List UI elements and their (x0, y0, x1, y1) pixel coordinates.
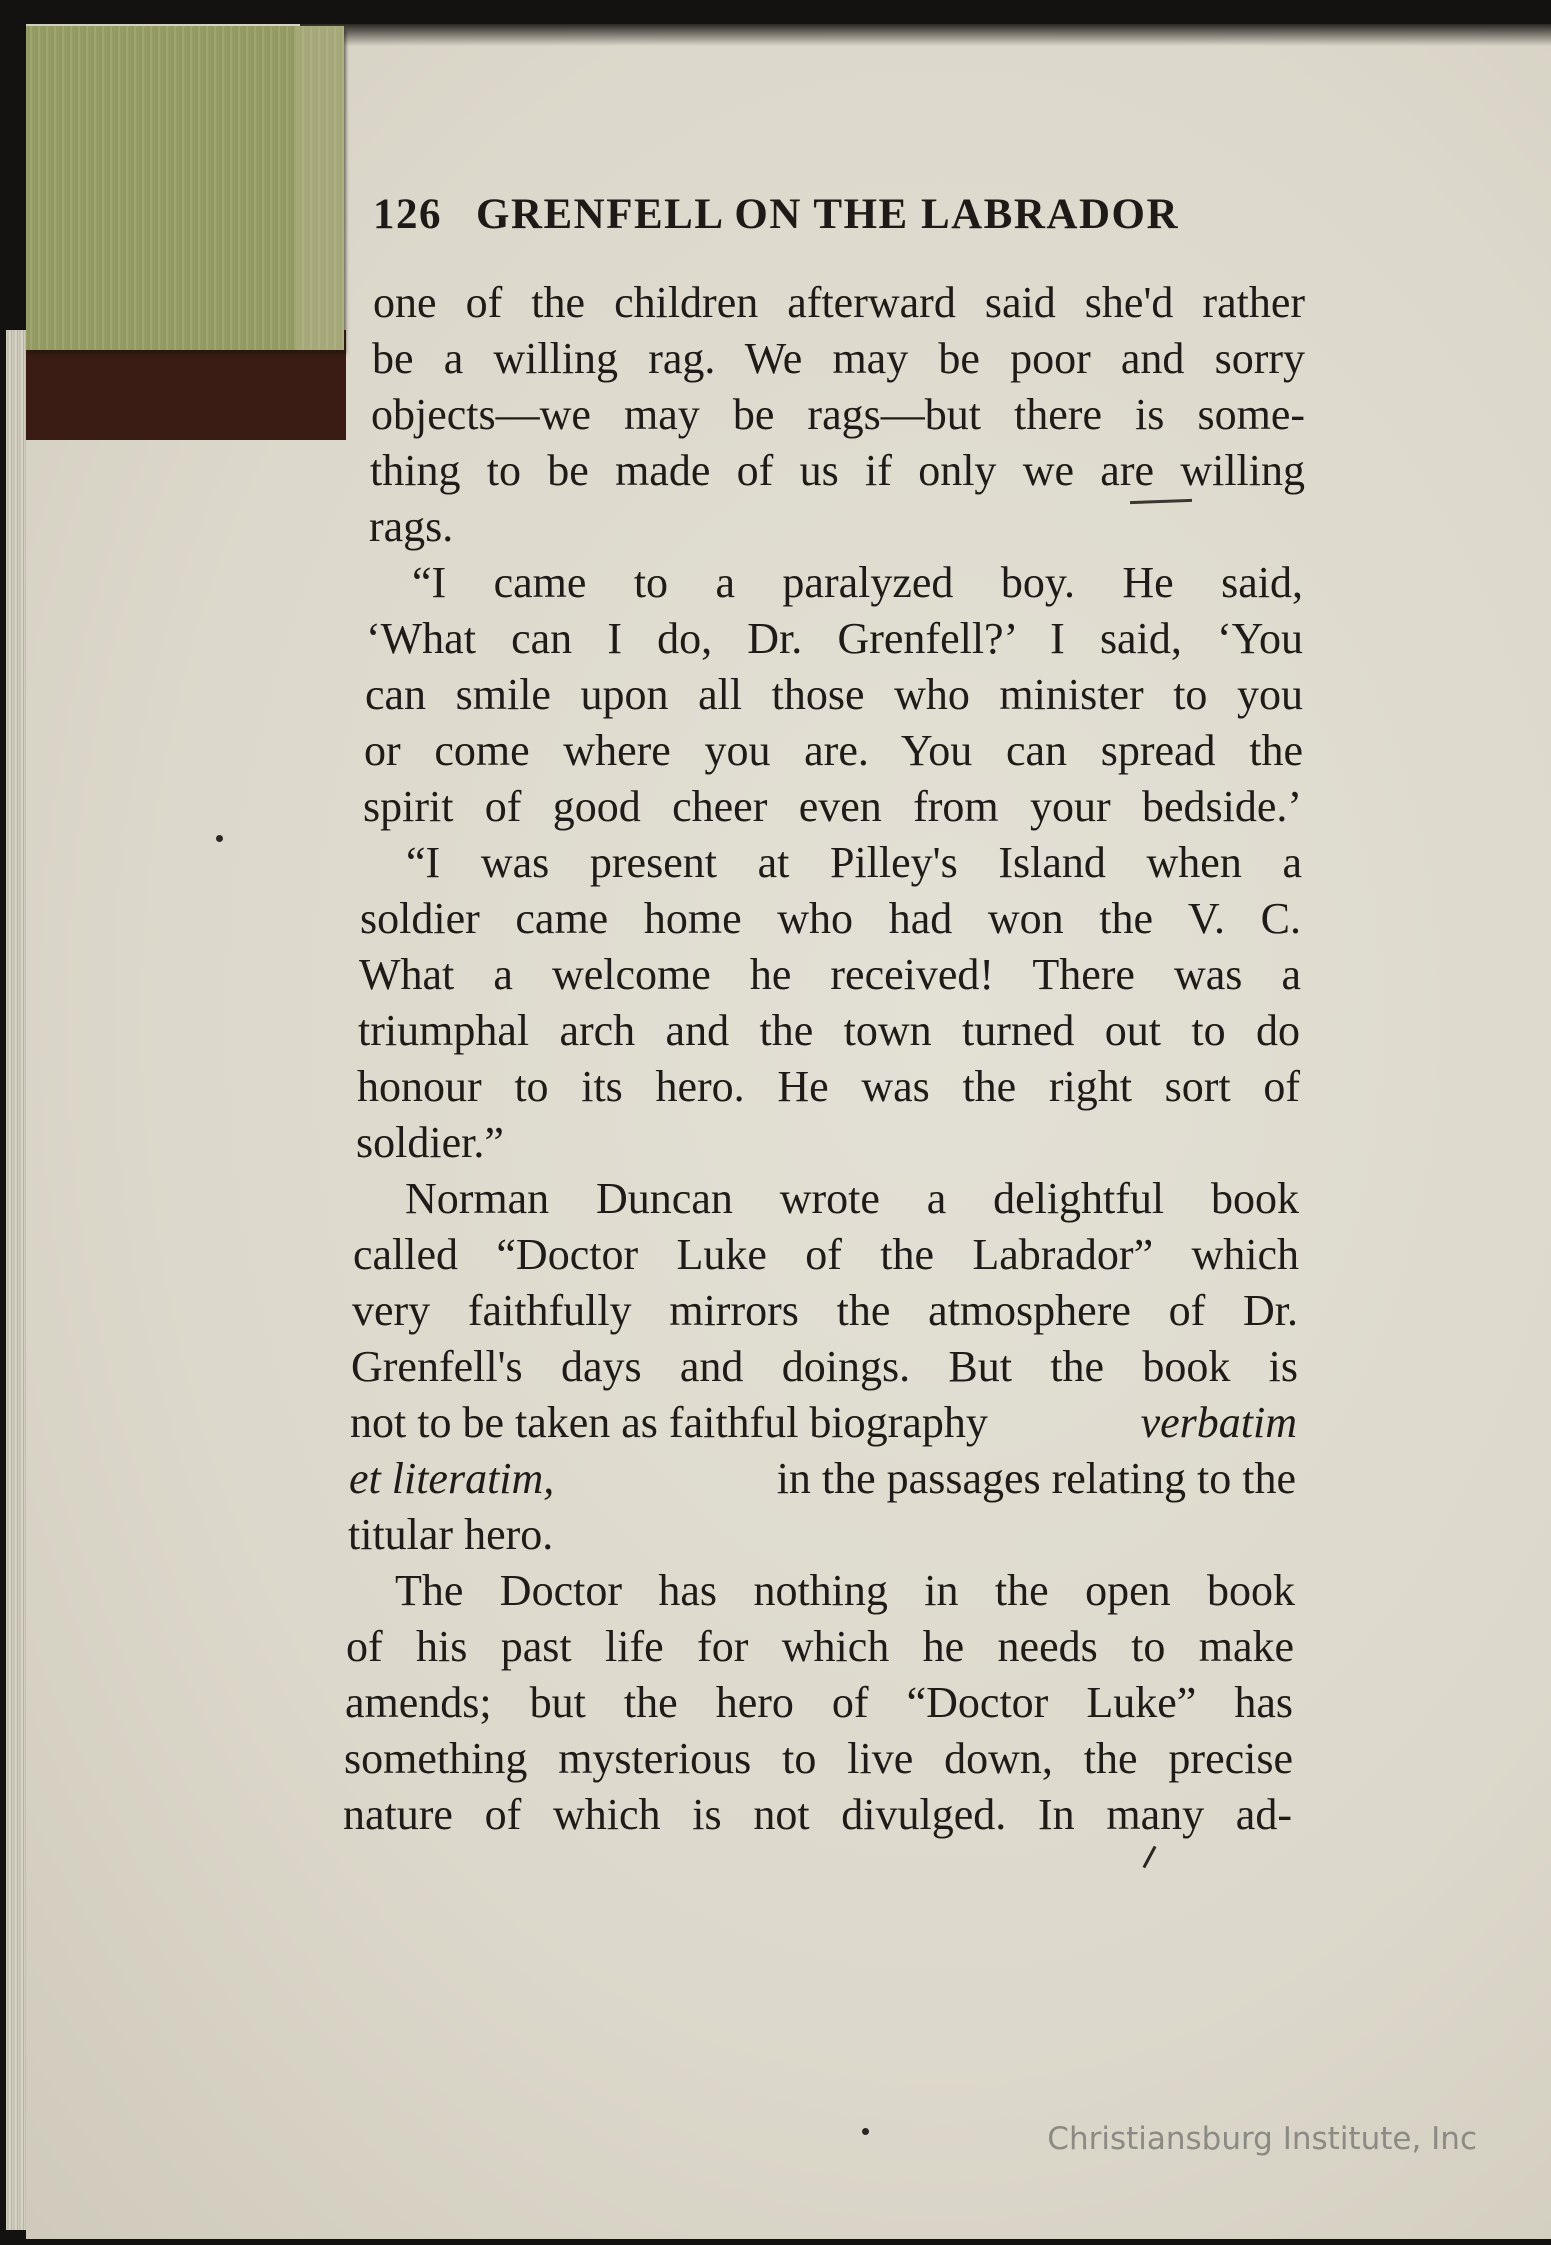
text-line: objects—we may be rags—but there is some- (371, 390, 1305, 439)
text-line: amends; but the hero of “Doctor Luke” has (345, 1678, 1293, 1727)
text-line (350, 1398, 1297, 1447)
text-line: very faithfully mirrors the atmosphere of Dr. (352, 1286, 1298, 1335)
text-line: Norman Duncan wrote a delightful book (405, 1174, 1299, 1223)
text-line: called “Doctor Luke of the Labrador” which (353, 1230, 1299, 1279)
text-line: triumphal arch and the town turned out to do (358, 1006, 1300, 1055)
text-line: rags. (369, 502, 454, 551)
text-line: soldier.” (356, 1118, 504, 1167)
text-line: The Doctor has nothing in the open book (395, 1566, 1295, 1615)
watermark: Christiansburg Institute, Inc (1047, 2121, 1477, 2157)
text-line (349, 1454, 1296, 1503)
text-line: ‘What can I do, Dr. Grenfell?’ I said, ‘You (366, 614, 1303, 663)
text-line: soldier came home who had won the V. C. (360, 894, 1301, 943)
text-line: spirit of good cheer even from your bedside.’ (363, 782, 1302, 831)
page-top-shadow (300, 24, 1551, 46)
running-head (373, 190, 1179, 239)
text-line: of his past life for which he needs to make (346, 1622, 1294, 1671)
italic-phrase: et literatim, (349, 1454, 555, 1503)
text-line: titular hero. (348, 1510, 554, 1559)
cloth-tab-edge (296, 26, 344, 350)
text-line: one of the children afterward said she'd rather (373, 278, 1305, 327)
ink-speck (862, 2128, 869, 2135)
page-number: 126 (373, 191, 442, 238)
italic-phrase: verbatim (1140, 1398, 1297, 1447)
text-line: be a willing rag. We may be poor and sorry (372, 334, 1305, 383)
text-line: “I was present at Pilley's Island when a (406, 838, 1302, 887)
text-segment: in the passages relating to the (776, 1454, 1296, 1503)
ink-speck (216, 835, 223, 842)
text-segment: not to be taken as faithful biography (350, 1398, 988, 1447)
text-line: honour to its hero. He was the right sort of (357, 1062, 1300, 1111)
book-title: GRENFELL ON THE LABRADOR (476, 191, 1180, 238)
text-line: “I came to a paralyzed boy. He said, (412, 558, 1303, 607)
text-line: something mysterious to live down, the precise (344, 1734, 1293, 1783)
text-line: or come where you are. You can spread the (364, 726, 1303, 775)
text-line: nature of which is not divulged. In many ad- (343, 1790, 1292, 1839)
text-line: Grenfell's days and doings. But the book is (351, 1342, 1298, 1391)
text-line: thing to be made of us if only we are willing (370, 446, 1305, 495)
text-line: can smile upon all those who minister to you (365, 670, 1303, 719)
text-line: What a welcome he received! There was a (359, 950, 1301, 999)
